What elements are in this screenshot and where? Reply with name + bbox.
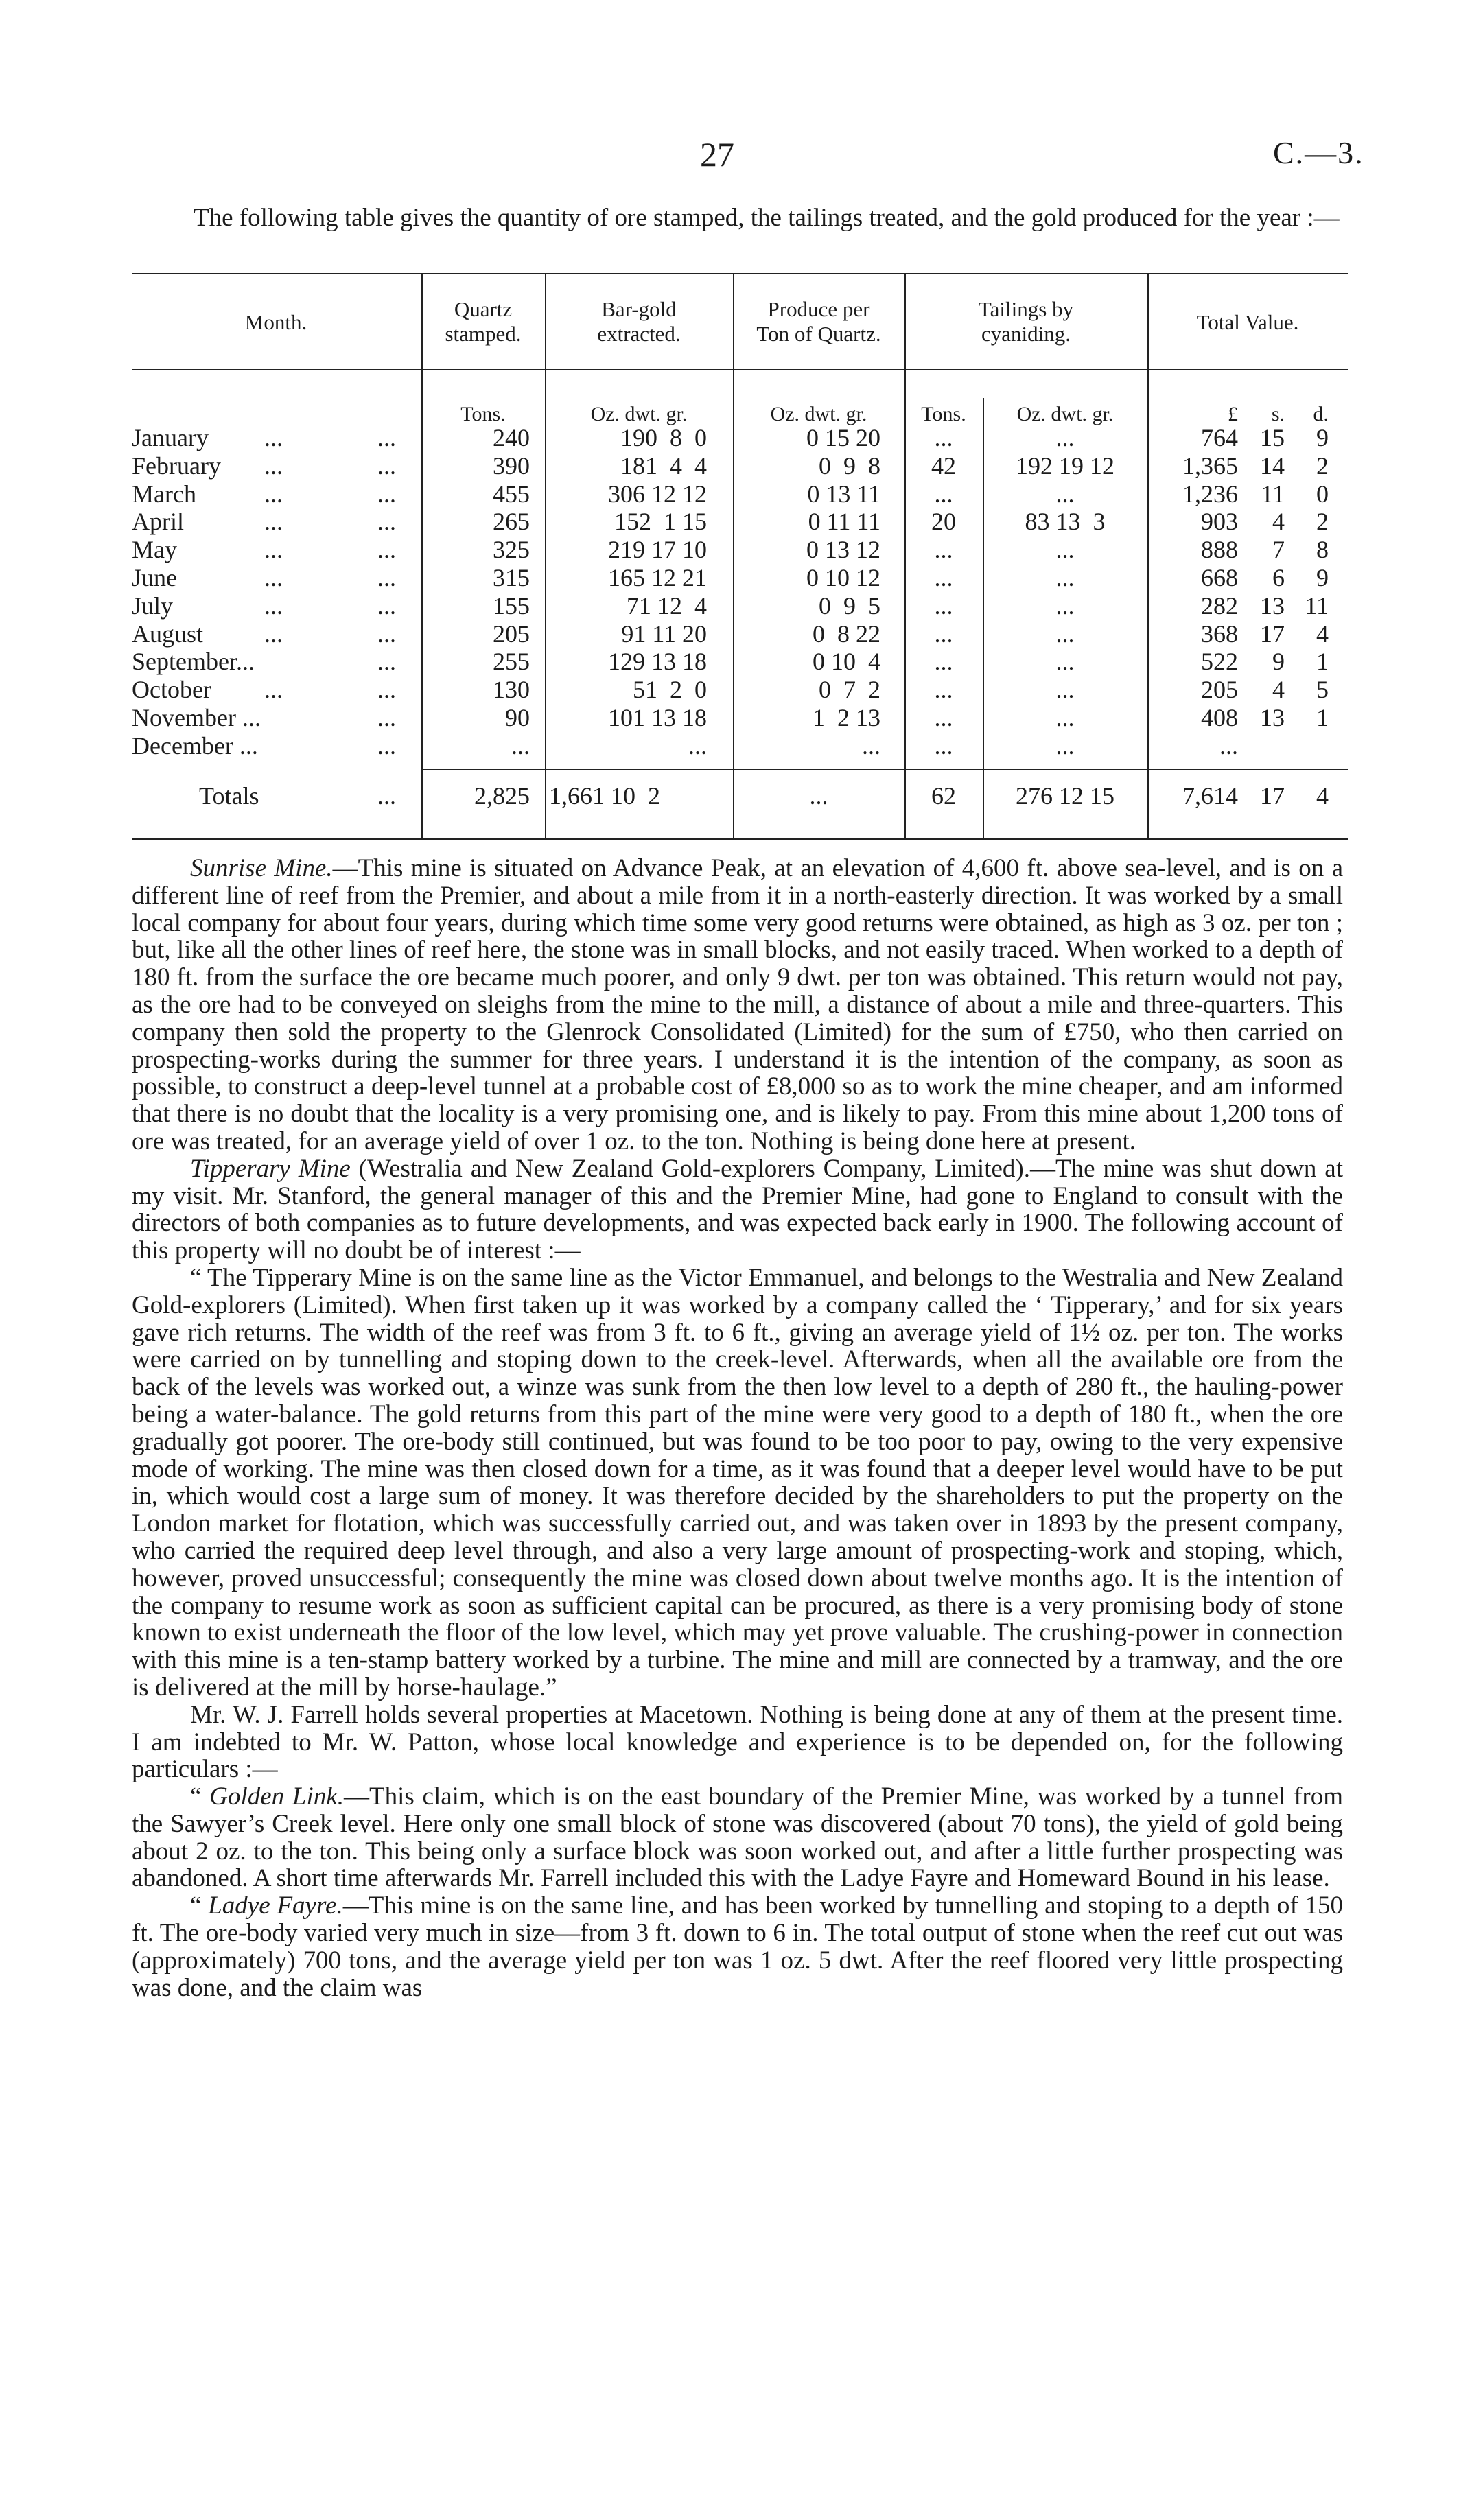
cell-bar-gold: 181 4 4	[620, 451, 707, 480]
cell-bar-gold: 219 17 10	[608, 536, 707, 564]
header-total-value: Total Value.	[1196, 310, 1299, 334]
unit-tail-tons: Tons.	[921, 403, 966, 425]
cell-tail-tons: 42	[931, 451, 956, 480]
cell-dots: ...	[264, 591, 283, 620]
cell-tail-tons: ...	[934, 424, 953, 451]
ladye-fayre-text: —This mine is on the same line, and has been worked by tunnelling and stoping to a depth of 150 ft. The ore-body varied very much in size—from 3 ft. down to 6 in. The total output of stone when the reef cut out was (approximately) 700 tons, and the average yield per ton was 1 oz. 5 dwt. After the reef floored very little prospecting was done, and the claim was	[132, 1892, 1343, 2002]
tipperary-mine-title: Tipperary Mine	[190, 1154, 351, 1183]
header-quartz-line2: stamped.	[445, 322, 522, 346]
cell-dots: ...	[377, 564, 396, 591]
cell-pounds: ...	[1219, 731, 1238, 759]
cell-tail-oz: ...	[1055, 620, 1075, 648]
cell-bar-gold: 71 12 4	[627, 591, 707, 620]
sunrise-mine-title: Sunrise Mine.	[190, 854, 333, 882]
cell-month: January	[132, 424, 209, 451]
cell-pence: 2	[1316, 451, 1329, 480]
totals-shillings: 17	[1260, 782, 1285, 810]
cell-tail-tons: ...	[934, 564, 953, 591]
document-reference: C.—3.	[1273, 135, 1364, 170]
cell-month: September...	[132, 648, 255, 676]
cell-produce: 0 15 20	[806, 424, 880, 451]
cell-dots: ...	[264, 620, 283, 648]
cell-tons: 90	[505, 704, 530, 731]
cell-shillings: 15	[1260, 424, 1285, 451]
header-tailings-line1: Tailings by	[978, 297, 1074, 321]
cell-tail-oz: ...	[1055, 731, 1075, 759]
cell-tons: 205	[493, 620, 530, 648]
ladye-fayre-quote-open: “	[190, 1892, 209, 1920]
unit-pence: d.	[1313, 403, 1329, 425]
tipperary-quote-paragraph: “ The Tipperary Mine is on the same line as the Victor Emmanuel, and belongs to the Westralia and New Zealand Gold-explorers (Limited). When first taken up it was worked by a company called the ‘ Tipperary,’ and for six years gave rich returns. The width of the reef was from 3 ft. to 6 ft., giving an average yield of 1½ oz. per ton. The works were carried on by tunnelling and stoping down to the creek-level. Afterwards, when all the available ore from the back of the levels was worked out, a winze was sunk from the then low level to a depth of 280 ft., the hauling-power being a water-balance. The gold returns from this part of the mine were very good to a depth of 180 ft., when the ore gradually got poorer. The ore-body still continued, but was found to be too poor to pay, owing to the very expensive mode of working. The mine was then closed down for a time, as it was found that a deeper level would have to be put in, which would cost a large sum of money. It was therefore decided by the shareholders to put the property on the London market for flotation, which was successfully carried out, and was taken over in 1893 by the present company, who carried the required deep level through, and also a very large amount of prospecting-work and stoping, which, however, proved unsuccessful; consequently the mine was closed down about twelve months ago. It is the intention of the company to resume work as soon as sufficient capital can be procured, as there is a very promising body of stone known to exist underneath the floor of the low level, which may yet prove valuable. The crushing-power in connection with this mine is a ten-stamp battery worked by a turbine. The mine and mill are connected by a tramway, and the ore is delivered at the mill by horse-haulage.”	[132, 1263, 1343, 1701]
cell-tons: 130	[493, 676, 530, 704]
cell-tons: 265	[493, 508, 530, 536]
cell-bar-gold: 91 11 20	[621, 620, 707, 648]
totals-tons: 2,825	[474, 782, 530, 810]
page-number: 27	[700, 135, 734, 174]
cell-bar-gold: 306 12 12	[608, 480, 707, 508]
totals-bar-gold: 1,661 10 2	[549, 782, 660, 810]
cell-month: March	[132, 480, 196, 508]
cell-produce: 0 11 11	[808, 508, 880, 536]
table-totals-rule	[421, 769, 1348, 770]
cell-shillings: 17	[1260, 620, 1285, 648]
cell-shillings: 14	[1260, 451, 1285, 480]
cell-produce: 0 9 8	[819, 451, 880, 480]
cell-pounds: 668	[1201, 564, 1238, 591]
cell-tail-oz: ...	[1055, 591, 1075, 620]
cell-pounds: 888	[1201, 536, 1238, 564]
unit-bar-gold: Oz. dwt. gr.	[590, 403, 688, 425]
table-bottom-rule	[132, 838, 1348, 840]
cell-pence: 8	[1316, 536, 1329, 564]
cell-tail-oz: 192 19 12	[1016, 451, 1114, 480]
ladye-fayre-paragraph	[132, 1892, 1343, 2001]
ladye-fayre-title: Ladye Fayre.	[208, 1892, 343, 1920]
cell-bar-gold: ...	[688, 731, 707, 759]
cell-pence: 1	[1316, 648, 1329, 676]
header-quartz-line1: Quartz	[454, 297, 513, 321]
cell-produce: 0 10 4	[813, 648, 880, 676]
totals-produce: ...	[809, 782, 828, 810]
cell-pence: 4	[1316, 620, 1329, 648]
header-produce-line1: Produce per	[767, 297, 870, 321]
cell-pounds: 1,365	[1182, 451, 1238, 480]
cell-dots: ...	[264, 536, 283, 564]
cell-shillings: 11	[1261, 480, 1285, 508]
sunrise-mine-text: —This mine is situated on Advance Peak, at an elevation of 4,600 ft. above sea-level, and is on a different line of reef from the Premier, and about a mile from it in a north-easterly direction. It was worked by a small local company for about four years, during which time some very good returns were obtained, as high as 3 oz. per ton ; but, like all the other lines of reef here, the stone was in small blocks, and not easily traced. When worked to a depth of 180 ft. from the surface the ore became much poorer, and only 9 dwt. per ton was obtained. This return would not pay, as the ore had to be conveyed on sleighs from the mine to the mill, a distance of about a mile and three-quarters. This company then sold the property to the Glenrock Consolidated (Limited) for the sum of £750, who then carried on prospecting-works during the summer for three years. I understand it is the intention of the company, as soon as possible, to construct a deep-level tunnel at a probable cost of £8,000 so as to work the mine cheaper, and am informed that there is no doubt that the locality is a very promising one, and is likely to pay. From this mine about 1,200 tons of ore was treated, for an average yield of over 1 oz. to the ton. Nothing is being done here at present.	[132, 854, 1343, 1155]
totals-dots: ...	[377, 782, 396, 810]
cell-produce: 0 10 12	[806, 564, 880, 591]
cell-dots: ...	[377, 480, 396, 508]
cell-pounds: 1,236	[1182, 480, 1238, 508]
cell-pence: 9	[1316, 564, 1329, 591]
cell-dots: ...	[377, 676, 396, 704]
cell-pence: 1	[1316, 704, 1329, 731]
unit-shillings: s.	[1271, 403, 1285, 425]
cell-pence: 9	[1316, 424, 1329, 451]
cell-dots: ...	[264, 564, 283, 591]
cell-month: May	[132, 536, 177, 564]
unit-tail-oz: Oz. dwt. gr.	[1016, 403, 1114, 425]
header-tailings-line2: cyaniding.	[981, 322, 1071, 346]
header-month: Month.	[244, 310, 307, 334]
totals-tail-oz: 276 12 15	[1016, 782, 1114, 810]
cell-month: June	[132, 564, 177, 591]
unit-pounds: £	[1228, 403, 1238, 425]
cell-dots: ...	[264, 480, 283, 508]
cell-pounds: 368	[1201, 620, 1238, 648]
cell-tail-oz: ...	[1055, 564, 1075, 591]
cell-produce: ...	[862, 731, 880, 759]
cell-tail-oz: ...	[1055, 648, 1075, 676]
cell-dots: ...	[377, 620, 396, 648]
cell-bar-gold: 101 13 18	[608, 704, 707, 731]
cell-month: November ...	[132, 704, 261, 731]
cell-shillings: 7	[1272, 536, 1285, 564]
cell-tail-oz: ...	[1055, 480, 1075, 508]
table-top-rule	[132, 273, 1348, 274]
cell-pounds: 522	[1201, 648, 1238, 676]
cell-pounds: 408	[1201, 704, 1238, 731]
cell-tail-oz: ...	[1055, 676, 1075, 704]
cell-produce: 0 13 12	[806, 536, 880, 564]
cell-produce: 0 9 5	[819, 591, 880, 620]
cell-dots: ...	[377, 731, 396, 759]
cell-shillings: 4	[1272, 508, 1285, 536]
cell-tail-tons: ...	[934, 536, 953, 564]
cell-dots: ...	[264, 451, 283, 480]
body-text	[132, 855, 1343, 2001]
cell-tail-tons: ...	[934, 648, 953, 676]
tipperary-mine-paragraph	[132, 1155, 1343, 1264]
col-divider	[545, 273, 546, 838]
golden-link-title: Golden Link.	[209, 1782, 344, 1811]
cell-produce: 0 7 2	[819, 676, 880, 704]
header-bar-gold	[545, 297, 733, 346]
cell-produce: 1 2 13	[813, 704, 880, 731]
golden-link-text: —This claim, which is on the east boundary of the Premier Mine, was worked by a tunnel from the Sawyer’s Creek level. Here only one small block of stone was discovered (about 70 tons), the yield of gold being about 2 oz. to the ton. This being only a surface block was soon worked out, and after a little further prospecting was abandoned. A short time afterwards Mr. Farrell included this with the Ladye Fayre and Homeward Bound in his lease.	[132, 1782, 1343, 1893]
header-quartz	[421, 297, 545, 346]
cell-pounds: 764	[1201, 424, 1238, 451]
cell-shillings: 13	[1260, 704, 1285, 731]
cell-tons: 315	[493, 564, 530, 591]
cell-tail-tons: ...	[934, 676, 953, 704]
cell-dots: ...	[377, 591, 396, 620]
cell-shillings: 13	[1260, 591, 1285, 620]
cell-dots: ...	[264, 424, 283, 451]
sunrise-mine-paragraph	[132, 855, 1343, 1155]
cell-dots: ...	[377, 704, 396, 731]
cell-tail-oz: 83 13 3	[1025, 508, 1106, 536]
cell-month: April	[132, 508, 184, 536]
cell-dots: ...	[377, 648, 396, 676]
cell-month: July	[132, 591, 174, 620]
totals-pounds: 7,614	[1182, 782, 1238, 810]
golden-link-quote-open: “	[190, 1782, 210, 1811]
cell-pence: 0	[1316, 480, 1329, 508]
cell-month: August	[132, 620, 204, 648]
golden-link-paragraph	[132, 1783, 1343, 1892]
cell-bar-gold: 152 1 15	[614, 508, 707, 536]
cell-dots: ...	[264, 508, 283, 536]
cell-tail-tons: ...	[934, 620, 953, 648]
cell-bar-gold: 51 2 0	[633, 676, 707, 704]
cell-tail-tons: ...	[934, 704, 953, 731]
cell-pounds: 903	[1201, 508, 1238, 536]
cell-pounds: 205	[1201, 676, 1238, 704]
unit-produce: Oz. dwt. gr.	[770, 403, 867, 425]
cell-tail-oz: ...	[1055, 704, 1075, 731]
cell-dots: ...	[264, 676, 283, 704]
table-header-rule	[132, 369, 1348, 370]
tipperary-mine-text: (Westralia and New Zealand Gold-explorers Company, Limited).—The mine was shut down at my visit. Mr. Stanford, the general manager of this and the Premier Mine, had gone to England to consult with the directors of both companies as to future developments, and was expected back early in 1900. The following account of this property will no doubt be of interest :—	[132, 1154, 1343, 1265]
cell-tons: ...	[511, 731, 530, 759]
cell-tons: 240	[493, 424, 530, 451]
header-produce	[733, 297, 904, 346]
cell-tail-oz: ...	[1055, 424, 1075, 451]
cell-bar-gold: 165 12 21	[608, 564, 707, 591]
cell-pence: 5	[1316, 676, 1329, 704]
totals-pence: 4	[1316, 782, 1329, 810]
cell-tons: 325	[493, 536, 530, 564]
header-bar-gold-line1: Bar-gold	[601, 297, 677, 321]
cell-tail-tons: ...	[934, 591, 953, 620]
cell-tons: 155	[493, 591, 530, 620]
cell-shillings: 4	[1272, 676, 1285, 704]
cell-bar-gold: 190 8 0	[620, 424, 707, 451]
cell-shillings: 6	[1272, 564, 1285, 591]
cell-produce: 0 8 22	[813, 620, 880, 648]
cell-tail-tons: ...	[934, 731, 953, 759]
unit-tons: Tons.	[460, 403, 506, 425]
farrell-paragraph: Mr. W. J. Farrell holds several properties at Macetown. Nothing is being done at any of them at the present time. I am indebted to Mr. W. Patton, whose local knowledge and experience is to be depended on, for the following particulars :—	[132, 1700, 1343, 1784]
cell-tail-tons: 20	[931, 508, 956, 536]
cell-bar-gold: 129 13 18	[608, 648, 707, 676]
cell-pounds: 282	[1201, 591, 1238, 620]
header-produce-line2: Ton of Quartz.	[756, 322, 881, 346]
cell-tail-tons: ...	[934, 480, 953, 508]
cell-month: December ...	[132, 731, 258, 759]
cell-tons: 455	[493, 480, 530, 508]
cell-tons: 390	[493, 451, 530, 480]
cell-dots: ...	[377, 508, 396, 536]
cell-dots: ...	[377, 451, 396, 480]
totals-label: Totals	[199, 782, 259, 810]
header-tailings	[904, 297, 1147, 346]
intro-paragraph: The following table gives the quantity of ore stamped, the tailings treated, and the gold produced for the year :—	[194, 204, 1340, 232]
cell-dots: ...	[377, 424, 396, 451]
cell-tail-oz: ...	[1055, 536, 1075, 564]
cell-tons: 255	[493, 648, 530, 676]
totals-tail-tons: 62	[931, 782, 956, 810]
cell-produce: 0 13 11	[807, 480, 880, 508]
cell-pence: 2	[1316, 508, 1329, 536]
cell-month: October	[132, 676, 211, 704]
cell-month: February	[132, 451, 221, 480]
cell-dots: ...	[377, 536, 396, 564]
cell-pence: 11	[1305, 591, 1329, 620]
cell-shillings: 9	[1272, 648, 1285, 676]
header-bar-gold-line2: extracted.	[597, 322, 681, 346]
